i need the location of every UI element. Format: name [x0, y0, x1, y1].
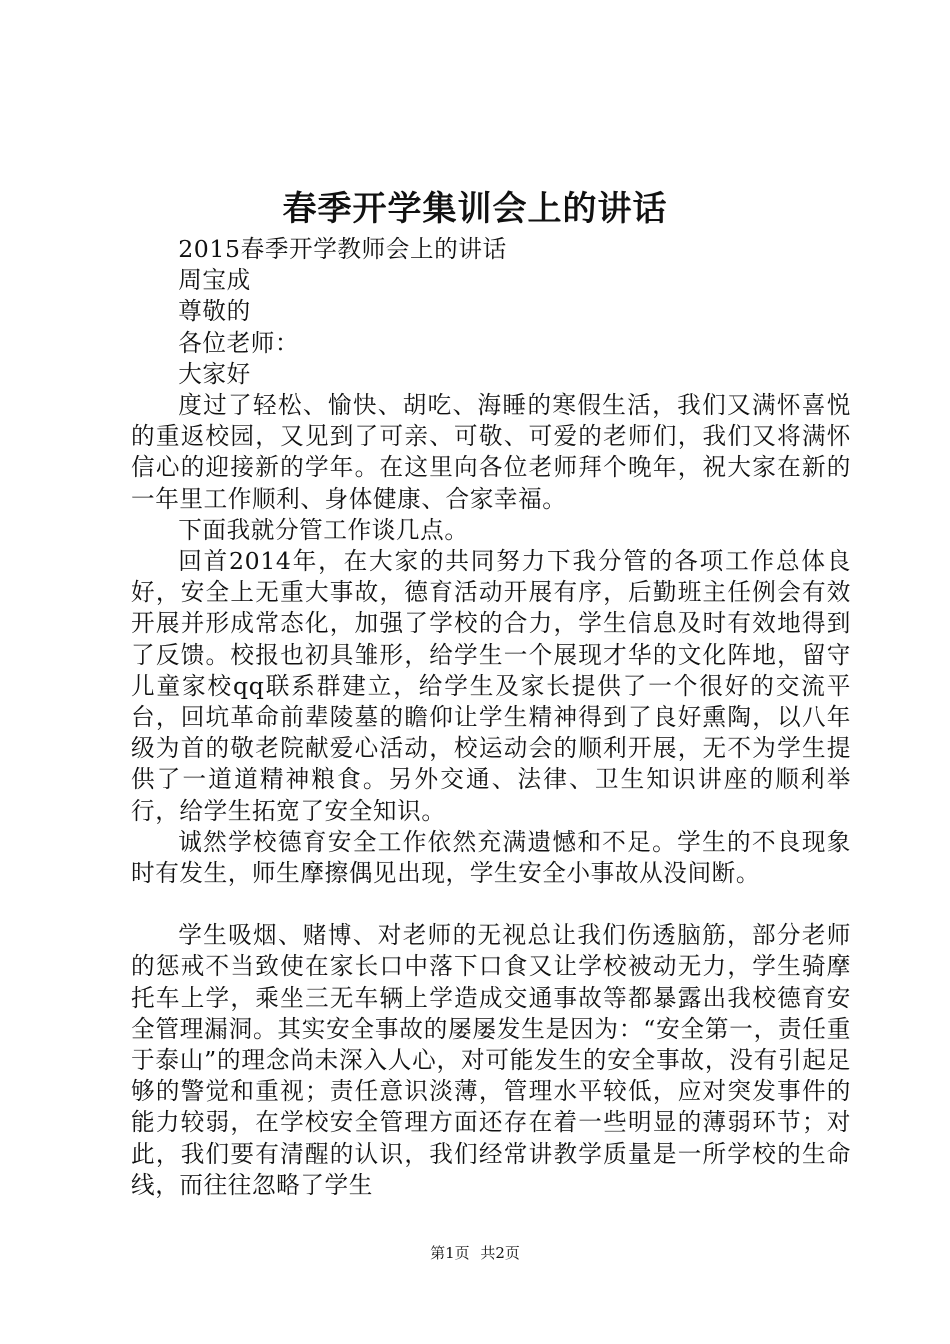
paragraph-salutation-1: 尊敬的 [178, 297, 251, 326]
paragraph-review-2014: 回首2014年，在大家的共同努力下我分管的各项工作总体良好，安全上无重大事故，德育活动开展有序，后勤班主任例会有效开展并形成常态化，加强了学校的合力，学生信息及时有效地得到了反馈。校报也初具雏形，给学生一个展现才华的文化阵地，留守儿童家校qq联系群建立，给学生及家长提供了一个很好的交流平台，回坑革命前辈陵墓的瞻仰让学生精神得到了良好熏陶，以八年级为首的敬老院献爱心活动，校运动会的顺利开展，无不为学生提供了一道道精神粮食。另外交通、法律、卫生知识讲座的顺利举行，给学生拓宽了安全知识。 [131, 547, 851, 825]
page-total: 共2页 [480, 1244, 520, 1262]
page-number: 第1页 [430, 1244, 470, 1262]
page-footer [0, 1242, 950, 1264]
paragraph-author: 周宝成 [178, 266, 251, 295]
document-body [131, 234, 851, 1201]
paragraph-opening: 度过了轻松、愉快、胡吃、海睡的寒假生活，我们又满怀喜悦的重返校园，又见到了可亲、可敬、可爱的老师们，我们又将满怀信心的迎接新的学年。在这里向各位老师拜个晚年，祝大家在新的一年里工作顺利、身体健康、合家幸福。 [131, 391, 851, 513]
paragraph-transition: 下面我就分管工作谈几点。 [178, 515, 469, 544]
paragraph-salutation-2: 各位老师： [178, 328, 300, 357]
paragraph-problems: 学生吸烟、赌博、对老师的无视总让我们伤透脑筋，部分老师的惩戒不当致使在家长口中落下口食又让学校被动无力，学生骑摩托车上学，乘坐三无车辆上学造成交通事故等都暴露出我校德育安全管理漏洞。其实安全事故的屡屡发生是因为：“安全第一，责任重于泰山”的理念尚未深入人心，对可能发生的安全事故，没有引起足够的警觉和重视；责任意识淡薄，管理水平较低，应对突发事件的能力较弱，在学校安全管理方面还存在着一些明显的薄弱环节；对此，我们要有清醒的认识，我们经常讲教学质量是一所学校的生命线，而往往忽略了学生 [131, 921, 851, 1199]
paragraph-greeting: 大家好 [178, 359, 251, 388]
document-title: 春季开学集训会上的讲话 [282, 189, 668, 229]
paragraph-shortcomings: 诚然学校德育安全工作依然充满遗憾和不足。学生的不良现象时有发生，师生摩擦偶见出现，学生安全小事故从没间断。 [131, 827, 851, 888]
paragraph-subtitle: 2015春季开学教师会上的讲话 [178, 235, 507, 263]
